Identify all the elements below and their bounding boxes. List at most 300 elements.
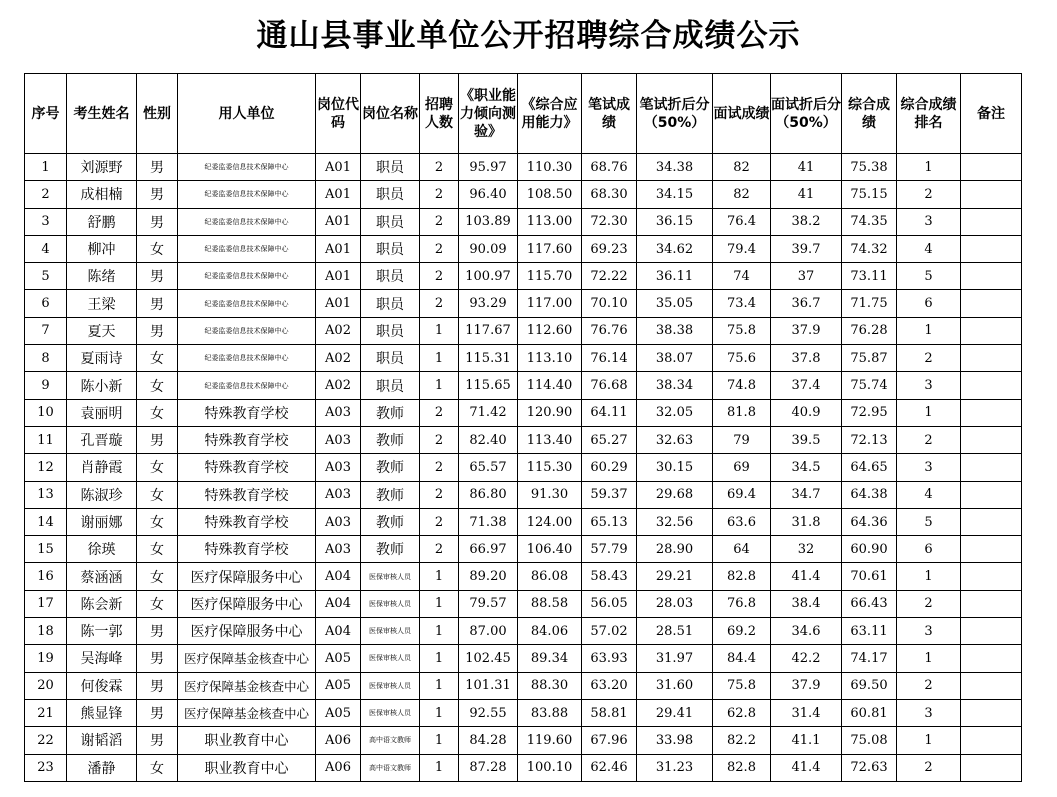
employer-cell: 医疗保障基金核查中心: [178, 645, 316, 672]
quota-cell: 2: [420, 536, 459, 563]
application-score-cell: 119.60: [518, 727, 582, 754]
remark-cell: [961, 426, 1022, 453]
seq-cell: 15: [25, 536, 67, 563]
written-score-cell: 68.76: [582, 154, 637, 181]
interview-score-cell: 75.8: [713, 672, 771, 699]
employer-cell: 纪委监委信息技术保障中心: [178, 345, 316, 372]
seq-cell: 4: [25, 235, 67, 262]
table-row: [25, 208, 1022, 235]
quota-cell: 2: [420, 290, 459, 317]
interview-weighted-cell: 34.7: [771, 481, 842, 508]
name-cell: 吴海峰: [67, 645, 137, 672]
interview-weighted-cell: 42.2: [771, 645, 842, 672]
seq-cell: 14: [25, 508, 67, 535]
seq-cell: 17: [25, 590, 67, 617]
aptitude-score-cell: 117.67: [459, 317, 518, 344]
interview-score-cell: 75.6: [713, 345, 771, 372]
application-score-cell: 83.88: [518, 699, 582, 726]
page-title: 通山县事业单位公开招聘综合成绩公示: [256, 18, 801, 54]
interview-weighted-cell: 41.4: [771, 754, 842, 781]
written-score-cell: 59.37: [582, 481, 637, 508]
remark-cell: [961, 754, 1022, 781]
table-row: [25, 508, 1022, 535]
quota-cell: 1: [420, 618, 459, 645]
post-code-cell: A06: [316, 754, 361, 781]
quota-cell: 1: [420, 672, 459, 699]
quota-cell: 2: [420, 208, 459, 235]
table-row: [25, 154, 1022, 181]
table-row: [25, 481, 1022, 508]
gender-cell: 男: [137, 181, 178, 208]
quota-cell: 2: [420, 399, 459, 426]
total-score-cell: 75.38: [842, 154, 897, 181]
post-name-cell: 职员: [361, 290, 420, 317]
seq-cell: 22: [25, 727, 67, 754]
gender-cell: 女: [137, 590, 178, 617]
application-score-cell: 115.70: [518, 263, 582, 290]
application-score-cell: 91.30: [518, 481, 582, 508]
results-table: [24, 73, 1022, 782]
post-name-cell: 医保审核人员: [361, 645, 420, 672]
gender-cell: 男: [137, 727, 178, 754]
aptitude-score-cell: 102.45: [459, 645, 518, 672]
employer-cell: 特殊教育学校: [178, 399, 316, 426]
remark-cell: [961, 563, 1022, 590]
post-code-cell: A04: [316, 563, 361, 590]
header-cell: 《综合应用能力》: [518, 74, 582, 154]
employer-cell: 特殊教育学校: [178, 481, 316, 508]
interview-weighted-cell: 37.9: [771, 317, 842, 344]
interview-weighted-cell: 41.1: [771, 727, 842, 754]
quota-cell: 1: [420, 699, 459, 726]
quota-cell: 1: [420, 317, 459, 344]
name-cell: 蔡涵涵: [67, 563, 137, 590]
gender-cell: 男: [137, 208, 178, 235]
application-score-cell: 115.30: [518, 454, 582, 481]
interview-score-cell: 82: [713, 181, 771, 208]
quota-cell: 1: [420, 754, 459, 781]
interview-weighted-cell: 37.9: [771, 672, 842, 699]
aptitude-score-cell: 115.65: [459, 372, 518, 399]
gender-cell: 男: [137, 317, 178, 344]
employer-cell: 职业教育中心: [178, 754, 316, 781]
name-cell: 谢韬滔: [67, 727, 137, 754]
table-row: [25, 699, 1022, 726]
total-score-cell: 74.17: [842, 645, 897, 672]
table-row: [25, 317, 1022, 344]
interview-score-cell: 79.4: [713, 235, 771, 262]
employer-cell: 纪委监委信息技术保障中心: [178, 372, 316, 399]
total-score-cell: 64.36: [842, 508, 897, 535]
header-cell: 笔试成绩: [582, 74, 637, 154]
aptitude-score-cell: 103.89: [459, 208, 518, 235]
post-code-cell: A02: [316, 372, 361, 399]
post-code-cell: A04: [316, 618, 361, 645]
seq-cell: 7: [25, 317, 67, 344]
written-weighted-cell: 31.23: [637, 754, 713, 781]
interview-score-cell: 73.4: [713, 290, 771, 317]
interview-score-cell: 79: [713, 426, 771, 453]
seq-cell: 23: [25, 754, 67, 781]
post-code-cell: A02: [316, 317, 361, 344]
rank-cell: 1: [897, 727, 961, 754]
quota-cell: 2: [420, 508, 459, 535]
interview-weighted-cell: 41.4: [771, 563, 842, 590]
interview-score-cell: 76.8: [713, 590, 771, 617]
written-weighted-cell: 34.38: [637, 154, 713, 181]
written-weighted-cell: 29.41: [637, 699, 713, 726]
interview-weighted-cell: 32: [771, 536, 842, 563]
application-score-cell: 117.00: [518, 290, 582, 317]
gender-cell: 女: [137, 372, 178, 399]
total-score-cell: 72.95: [842, 399, 897, 426]
interview-weighted-cell: 39.5: [771, 426, 842, 453]
rank-cell: 2: [897, 754, 961, 781]
post-name-cell: 教师: [361, 399, 420, 426]
post-name-cell: 医保审核人员: [361, 590, 420, 617]
post-name-cell: 职员: [361, 263, 420, 290]
gender-cell: 女: [137, 536, 178, 563]
name-cell: 舒鹏: [67, 208, 137, 235]
post-name-cell: 教师: [361, 454, 420, 481]
rank-cell: 6: [897, 536, 961, 563]
name-cell: 孔晋璇: [67, 426, 137, 453]
rank-cell: 1: [897, 563, 961, 590]
remark-cell: [961, 618, 1022, 645]
aptitude-score-cell: 93.29: [459, 290, 518, 317]
employer-cell: 纪委监委信息技术保障中心: [178, 317, 316, 344]
remark-cell: [961, 263, 1022, 290]
written-score-cell: 76.76: [582, 317, 637, 344]
written-weighted-cell: 36.11: [637, 263, 713, 290]
written-score-cell: 69.23: [582, 235, 637, 262]
seq-cell: 6: [25, 290, 67, 317]
total-score-cell: 70.61: [842, 563, 897, 590]
interview-weighted-cell: 34.6: [771, 618, 842, 645]
total-score-cell: 60.90: [842, 536, 897, 563]
rank-cell: 1: [897, 399, 961, 426]
employer-cell: 职业教育中心: [178, 727, 316, 754]
total-score-cell: 69.50: [842, 672, 897, 699]
post-code-cell: A01: [316, 235, 361, 262]
post-code-cell: A05: [316, 645, 361, 672]
aptitude-score-cell: 89.20: [459, 563, 518, 590]
rank-cell: 1: [897, 645, 961, 672]
header-row: [25, 74, 1022, 154]
employer-cell: 纪委监委信息技术保障中心: [178, 290, 316, 317]
written-weighted-cell: 38.07: [637, 345, 713, 372]
rank-cell: 3: [897, 618, 961, 645]
seq-cell: 21: [25, 699, 67, 726]
employer-cell: 特殊教育学校: [178, 426, 316, 453]
seq-cell: 5: [25, 263, 67, 290]
rank-cell: 3: [897, 699, 961, 726]
rank-cell: 3: [897, 454, 961, 481]
quota-cell: 2: [420, 426, 459, 453]
seq-cell: 9: [25, 372, 67, 399]
name-cell: 夏天: [67, 317, 137, 344]
written-score-cell: 72.22: [582, 263, 637, 290]
header-cell: 综合成绩排名: [897, 74, 961, 154]
written-score-cell: 70.10: [582, 290, 637, 317]
written-score-cell: 57.02: [582, 618, 637, 645]
interview-score-cell: 81.8: [713, 399, 771, 426]
table-row: [25, 454, 1022, 481]
application-score-cell: 108.50: [518, 181, 582, 208]
gender-cell: 女: [137, 563, 178, 590]
total-score-cell: 72.13: [842, 426, 897, 453]
quota-cell: 1: [420, 590, 459, 617]
seq-cell: 12: [25, 454, 67, 481]
application-score-cell: 86.08: [518, 563, 582, 590]
table-row: [25, 754, 1022, 781]
application-score-cell: 120.90: [518, 399, 582, 426]
written-weighted-cell: 33.98: [637, 727, 713, 754]
interview-score-cell: 82.8: [713, 563, 771, 590]
name-cell: 刘源野: [67, 154, 137, 181]
written-weighted-cell: 31.60: [637, 672, 713, 699]
written-score-cell: 63.93: [582, 645, 637, 672]
name-cell: 陈一郭: [67, 618, 137, 645]
written-weighted-cell: 35.05: [637, 290, 713, 317]
written-score-cell: 58.81: [582, 699, 637, 726]
written-score-cell: 76.14: [582, 345, 637, 372]
remark-cell: [961, 399, 1022, 426]
table-row: [25, 727, 1022, 754]
employer-cell: 特殊教育学校: [178, 536, 316, 563]
aptitude-score-cell: 87.28: [459, 754, 518, 781]
name-cell: 熊显锋: [67, 699, 137, 726]
name-cell: 陈绪: [67, 263, 137, 290]
written-score-cell: 60.29: [582, 454, 637, 481]
post-name-cell: 教师: [361, 426, 420, 453]
quota-cell: 1: [420, 563, 459, 590]
rank-cell: 1: [897, 317, 961, 344]
written-weighted-cell: 28.90: [637, 536, 713, 563]
gender-cell: 男: [137, 154, 178, 181]
total-score-cell: 75.87: [842, 345, 897, 372]
total-score-cell: 73.11: [842, 263, 897, 290]
aptitude-score-cell: 95.97: [459, 154, 518, 181]
aptitude-score-cell: 86.80: [459, 481, 518, 508]
written-score-cell: 76.68: [582, 372, 637, 399]
employer-cell: 医疗保障服务中心: [178, 618, 316, 645]
table-row: [25, 372, 1022, 399]
rank-cell: 2: [897, 181, 961, 208]
post-name-cell: 医保审核人员: [361, 699, 420, 726]
remark-cell: [961, 235, 1022, 262]
post-code-cell: A04: [316, 590, 361, 617]
seq-cell: 19: [25, 645, 67, 672]
employer-cell: 医疗保障服务中心: [178, 563, 316, 590]
written-weighted-cell: 38.34: [637, 372, 713, 399]
application-score-cell: 113.40: [518, 426, 582, 453]
post-name-cell: 高中语文教师: [361, 754, 420, 781]
table-body: [25, 154, 1022, 782]
written-weighted-cell: 30.15: [637, 454, 713, 481]
header-cell: 岗位名称: [361, 74, 420, 154]
interview-weighted-cell: 40.9: [771, 399, 842, 426]
remark-cell: [961, 672, 1022, 699]
seq-cell: 13: [25, 481, 67, 508]
application-score-cell: 113.10: [518, 345, 582, 372]
interview-weighted-cell: 38.4: [771, 590, 842, 617]
name-cell: 徐瑛: [67, 536, 137, 563]
written-score-cell: 65.13: [582, 508, 637, 535]
employer-cell: 纪委监委信息技术保障中心: [178, 208, 316, 235]
remark-cell: [961, 645, 1022, 672]
written-score-cell: 63.20: [582, 672, 637, 699]
quota-cell: 2: [420, 154, 459, 181]
gender-cell: 男: [137, 672, 178, 699]
interview-score-cell: 64: [713, 536, 771, 563]
post-code-cell: A05: [316, 672, 361, 699]
application-score-cell: 89.34: [518, 645, 582, 672]
application-score-cell: 84.06: [518, 618, 582, 645]
table-row: [25, 345, 1022, 372]
name-cell: 夏雨诗: [67, 345, 137, 372]
gender-cell: 男: [137, 263, 178, 290]
quota-cell: 1: [420, 727, 459, 754]
remark-cell: [961, 454, 1022, 481]
name-cell: 潘静: [67, 754, 137, 781]
aptitude-score-cell: 87.00: [459, 618, 518, 645]
name-cell: 袁丽明: [67, 399, 137, 426]
employer-cell: 纪委监委信息技术保障中心: [178, 263, 316, 290]
seq-cell: 2: [25, 181, 67, 208]
gender-cell: 女: [137, 235, 178, 262]
total-score-cell: 64.38: [842, 481, 897, 508]
quota-cell: 2: [420, 481, 459, 508]
name-cell: 王梁: [67, 290, 137, 317]
name-cell: 何俊霖: [67, 672, 137, 699]
header-cell: 考生姓名: [67, 74, 137, 154]
interview-weighted-cell: 41: [771, 181, 842, 208]
remark-cell: [961, 208, 1022, 235]
remark-cell: [961, 372, 1022, 399]
gender-cell: 女: [137, 508, 178, 535]
post-code-cell: A01: [316, 290, 361, 317]
table-row: [25, 536, 1022, 563]
interview-score-cell: 82.2: [713, 727, 771, 754]
interview-score-cell: 74: [713, 263, 771, 290]
name-cell: 陈淑珍: [67, 481, 137, 508]
interview-weighted-cell: 41: [771, 154, 842, 181]
post-name-cell: 教师: [361, 508, 420, 535]
gender-cell: 男: [137, 618, 178, 645]
gender-cell: 女: [137, 399, 178, 426]
total-score-cell: 66.43: [842, 590, 897, 617]
interview-score-cell: 63.6: [713, 508, 771, 535]
interview-score-cell: 62.8: [713, 699, 771, 726]
seq-cell: 8: [25, 345, 67, 372]
header-cell: 岗位代码: [316, 74, 361, 154]
post-code-cell: A03: [316, 481, 361, 508]
post-name-cell: 职员: [361, 345, 420, 372]
seq-cell: 11: [25, 426, 67, 453]
interview-weighted-cell: 37.4: [771, 372, 842, 399]
employer-cell: 纪委监委信息技术保障中心: [178, 154, 316, 181]
name-cell: 肖静霞: [67, 454, 137, 481]
post-code-cell: A02: [316, 345, 361, 372]
application-score-cell: 113.00: [518, 208, 582, 235]
table-row: [25, 263, 1022, 290]
application-score-cell: 110.30: [518, 154, 582, 181]
interview-weighted-cell: 39.7: [771, 235, 842, 262]
aptitude-score-cell: 115.31: [459, 345, 518, 372]
remark-cell: [961, 508, 1022, 535]
post-code-cell: A01: [316, 181, 361, 208]
post-code-cell: A06: [316, 727, 361, 754]
table-row: [25, 181, 1022, 208]
interview-weighted-cell: 31.4: [771, 699, 842, 726]
post-code-cell: A03: [316, 536, 361, 563]
application-score-cell: 88.58: [518, 590, 582, 617]
gender-cell: 男: [137, 290, 178, 317]
total-score-cell: 74.32: [842, 235, 897, 262]
application-score-cell: 106.40: [518, 536, 582, 563]
interview-weighted-cell: 31.8: [771, 508, 842, 535]
remark-cell: [961, 727, 1022, 754]
remark-cell: [961, 481, 1022, 508]
interview-score-cell: 69: [713, 454, 771, 481]
rank-cell: 1: [897, 154, 961, 181]
total-score-cell: 74.35: [842, 208, 897, 235]
written-score-cell: 72.30: [582, 208, 637, 235]
remark-cell: [961, 290, 1022, 317]
post-name-cell: 医保审核人员: [361, 563, 420, 590]
application-score-cell: 100.10: [518, 754, 582, 781]
gender-cell: 男: [137, 699, 178, 726]
post-name-cell: 教师: [361, 481, 420, 508]
header-cell: 备注: [961, 74, 1022, 154]
aptitude-score-cell: 92.55: [459, 699, 518, 726]
table-row: [25, 290, 1022, 317]
post-code-cell: A01: [316, 154, 361, 181]
rank-cell: 4: [897, 481, 961, 508]
employer-cell: 纪委监委信息技术保障中心: [178, 235, 316, 262]
total-score-cell: 72.63: [842, 754, 897, 781]
remark-cell: [961, 181, 1022, 208]
post-name-cell: 职员: [361, 372, 420, 399]
rank-cell: 6: [897, 290, 961, 317]
employer-cell: 特殊教育学校: [178, 508, 316, 535]
gender-cell: 女: [137, 481, 178, 508]
written-score-cell: 56.05: [582, 590, 637, 617]
interview-score-cell: 74.8: [713, 372, 771, 399]
post-name-cell: 职员: [361, 154, 420, 181]
aptitude-score-cell: 101.31: [459, 672, 518, 699]
name-cell: 柳冲: [67, 235, 137, 262]
gender-cell: 女: [137, 345, 178, 372]
table-row: [25, 590, 1022, 617]
written-score-cell: 68.30: [582, 181, 637, 208]
aptitude-score-cell: 66.97: [459, 536, 518, 563]
post-code-cell: A03: [316, 426, 361, 453]
written-weighted-cell: 34.62: [637, 235, 713, 262]
written-weighted-cell: 29.21: [637, 563, 713, 590]
interview-weighted-cell: 37: [771, 263, 842, 290]
header-cell: 面试成绩: [713, 74, 771, 154]
quota-cell: 2: [420, 181, 459, 208]
total-score-cell: 63.11: [842, 618, 897, 645]
table-row: [25, 426, 1022, 453]
table-row: [25, 235, 1022, 262]
employer-cell: 医疗保障基金核查中心: [178, 699, 316, 726]
table-row: [25, 645, 1022, 672]
name-cell: 陈小新: [67, 372, 137, 399]
rank-cell: 2: [897, 426, 961, 453]
